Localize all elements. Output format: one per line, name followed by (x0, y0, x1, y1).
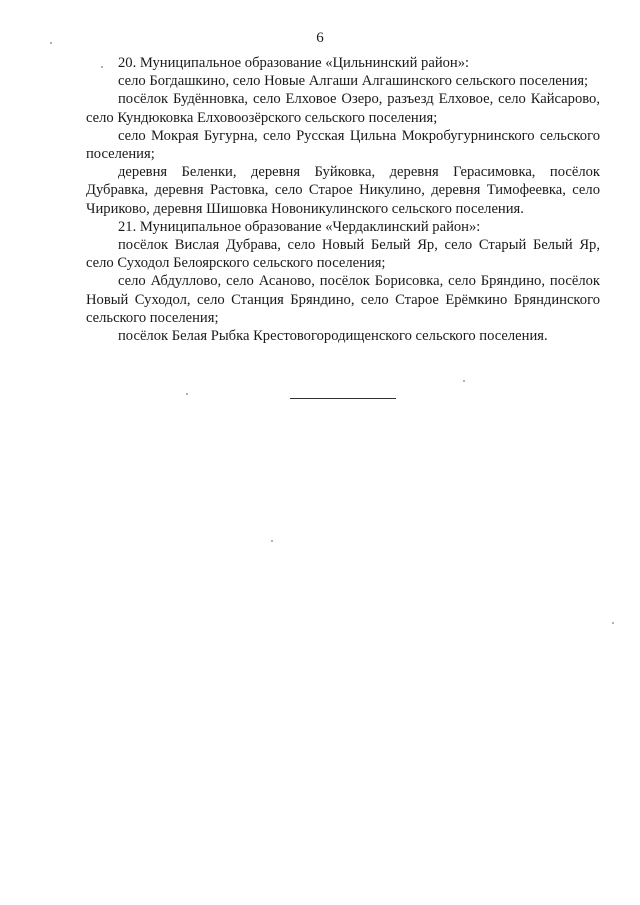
scan-speck (101, 66, 103, 68)
paragraph: посёлок Вислая Дубрава, село Новый Белый Яр, село Старый Белый Яр, село Суходол Белоярского сельского поселения; (86, 237, 600, 272)
scan-speck (50, 42, 52, 44)
scan-speck (271, 540, 273, 542)
paragraph: село Богдашкино, село Новые Алгаши Алгашинского сельского поселения; (118, 73, 589, 90)
paragraph: посёлок Белая Рыбка Крестовогородищенского сельского поселения. (118, 328, 548, 345)
scan-speck (186, 393, 188, 395)
page-number: 6 (316, 30, 324, 46)
paragraph: посёлок Будённовка, село Елховое Озеро, разъезд Елховое, село Кайсарово, село Кундюковка Елховоозёрского сельского поселения; (86, 91, 600, 126)
section-heading: 21. Муниципальное образование «Чердаклинский район»: (118, 218, 481, 235)
section-heading: 20. Муниципальное образование «Цильнинский район»: (118, 55, 470, 71)
scan-speck (463, 380, 465, 382)
paragraph: деревня Беленки, деревня Буйковка, деревня Герасимовка, посёлок Дубравка, деревня Растовка, село Старое Никулино, деревня Тимофеевка, село Чириково, деревня Шишовка Новоникулинского сельского поселения. (86, 164, 600, 217)
end-divider (290, 398, 396, 399)
document-body (86, 54, 600, 345)
scan-speck (612, 622, 614, 624)
paragraph: село Мокрая Бугурна, село Русская Цильна Мокробугурнинского сельского поселения; (86, 127, 600, 163)
paragraph: село Абдуллово, село Асаново, посёлок Борисовка, село Бряндино, посёлок Новый Суходол, село Станция Бряндино, село Старое Ерёмкино Бряндинского сельского поселения; (86, 273, 600, 326)
